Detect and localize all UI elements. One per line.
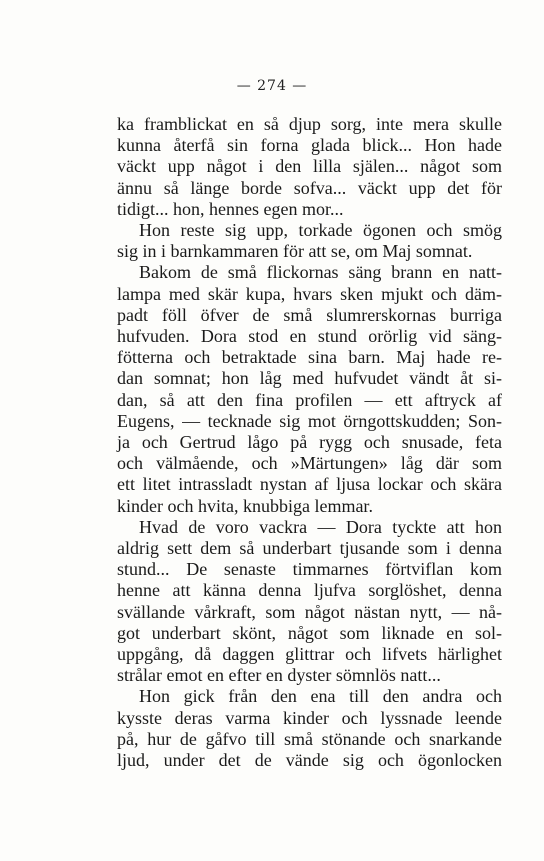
text-line: på, hur de gåfvo till små stönande och snarkande (117, 728, 502, 749)
body-text (117, 114, 502, 771)
text-line: henne att känna denna ljufva sorglöshet, denna (117, 580, 502, 601)
text-line: ännu så länge borde sofva... väckt upp det för (117, 177, 502, 198)
text-line: tidigt... hon, hennes egen mor... (117, 198, 344, 219)
text-line: aldrig sett dem så underbart tjusande som i denna (117, 538, 502, 559)
text-line: ja och Gertrud lågo på rygg och snusade, feta (117, 432, 502, 453)
page-number: — 274 — (236, 78, 308, 94)
text-line: Hon gick från den ena till den andra och (139, 686, 502, 707)
text-line: kysste deras varma kinder och lyssnade leende (117, 707, 502, 728)
paragraph (117, 686, 502, 771)
text-line: kunna återfå sin forna glada blick... Hon hade (117, 135, 502, 156)
text-line: svällande vårkraft, som något nästan nytt, — nå- (117, 601, 502, 622)
text-line: uppgång, då daggen glittrar och lifvets härlighet (117, 644, 502, 665)
paragraph (117, 517, 502, 687)
text-line: väckt upp något i den lilla själen... något som (117, 156, 502, 177)
text-line: ka framblickat en så djup sorg, inte mera skulle (117, 114, 502, 134)
text-line: lampa med skär kupa, hvars sken mjukt och däm- (117, 283, 502, 304)
text-line: stund... De senaste timmarnes förtviflan kom (117, 559, 502, 580)
text-line: padt föll öfver de små slumrerskornas burriga (117, 304, 502, 325)
text-line: dan somnat; hon låg med hufvudet vändt åt si- (117, 368, 502, 389)
text-line: sig in i barnkammaren för att se, om Maj somnat. (117, 241, 473, 262)
text-line: ljud, under det de vände sig och ögonlocken (117, 750, 502, 771)
text-line: Eugens, — tecknade sig mot örngottskudden; Son- (117, 410, 502, 431)
text-line: got underbart skönt, något som liknade en sol- (117, 622, 502, 643)
text-line: ett litet intrassladt nystan af ljusa lockar och skära (117, 474, 502, 495)
paragraph (117, 220, 502, 262)
text-line: fötterna och betraktade sina barn. Maj hade re- (117, 347, 502, 368)
text-line: kinder och hvita, knubbiga lemmar. (117, 495, 373, 516)
text-line: Hon reste sig upp, torkade ögonen och smög (139, 220, 502, 241)
text-line: hufvuden. Dora stod en stund orörlig vid säng- (117, 326, 502, 347)
paragraph (117, 262, 502, 516)
text-line: och välmående, och »Märtungen» låg där som (117, 453, 502, 474)
text-line: strålar emot en efter en dyster sömnlös natt... (117, 665, 441, 686)
text-line: Bakom de små flickornas säng brann en natt- (139, 262, 502, 283)
text-line: dan, så att den fina profilen — ett aftryck af (117, 389, 502, 410)
text-line: Hvad de voro vackra — Dora tyckte att hon (139, 516, 502, 537)
paragraph (117, 114, 502, 220)
